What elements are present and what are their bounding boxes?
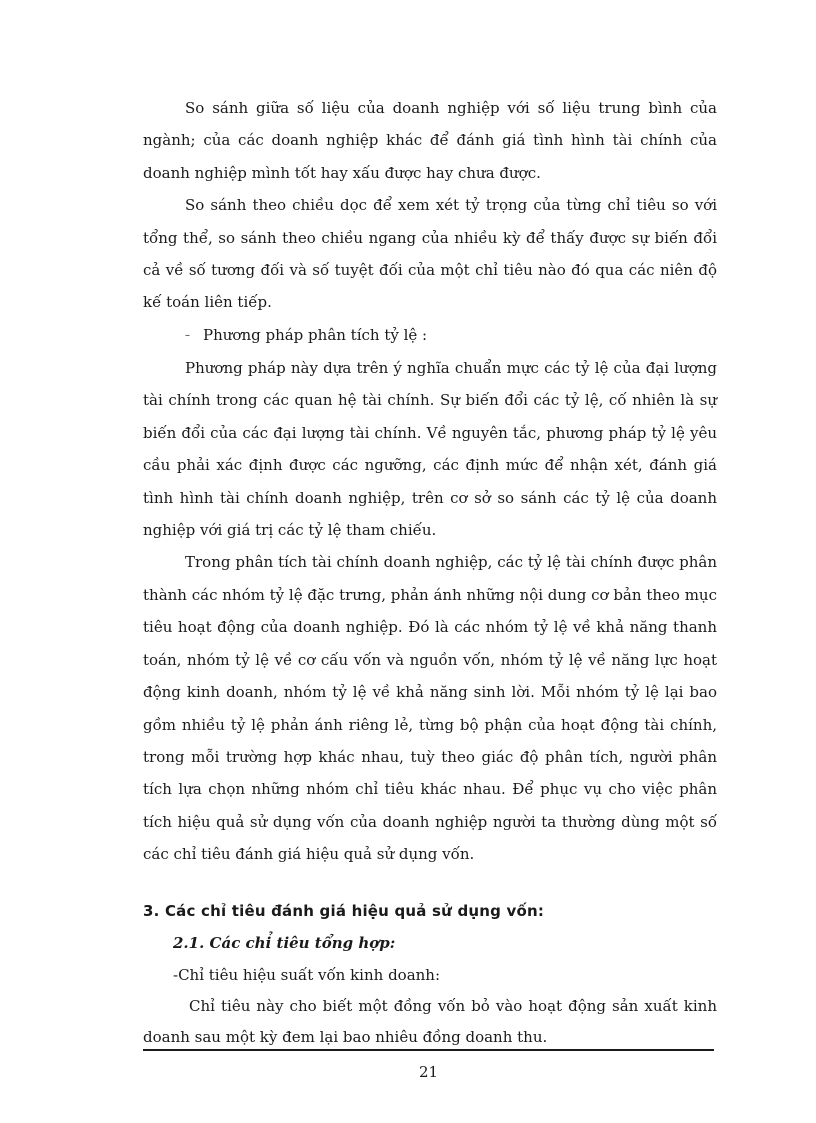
section-heading: 3. Các chỉ tiêu đánh giá hiệu quả sử dụng vốn: [143, 901, 545, 920]
page-number: 21 [418, 1063, 439, 1081]
indicator-label: -Chỉ tiêu hiệu suất vốn kinh doanh: [173, 965, 441, 984]
dash-bullet-icon: – [185, 329, 190, 341]
bullet-ratio-method-text: Phương pháp phân tích tỷ lệ : [203, 325, 428, 344]
indicator-description: Chỉ tiêu này cho biết một đồng vốn bỏ vào hoạt động sản xuất kinh doanh sau một kỳ đem lại bao nhiêu đồng doanh thu. [143, 996, 717, 1046]
paragraph-ratio-method: Phương pháp này dựa trên ý nghĩa chuẩn mực các tỷ lệ của đại lượng tài chính trong các quan hệ tài chính. Sự biến đổi các tỷ lệ, cố nhiên là sự biến đổi của các đại lượng tài chính. Về nguyên tắc, phương pháp tỷ lệ yêu cầu phải xác định được các ngưỡng, các định mức để nhận xét, đánh giá tình hình tài chính doanh nghiệp, trên cơ sở so sánh các tỷ lệ của doanh nghiệp với giá trị các tỷ lệ tham chiếu. [143, 359, 717, 540]
bullet-ratio-method [143, 319, 717, 352]
paragraph-comparison-direction: So sánh theo chiều dọc để xem xét tỷ trọng của từng chỉ tiêu so với tổng thể, so sánh theo chiều ngang của nhiều kỳ để thấy được sự biến đổi cả về số tương đối và số tuyệt đối của một chỉ tiêu nào đó qua các niên độ kế toán liên tiếp. [143, 196, 717, 312]
paragraph-ratio-groups: Trong phân tích tài chính doanh nghiệp, các tỷ lệ tài chính được phân thành các nhóm tỷ lệ đặc trưng, phản ánh những nội dung cơ bản theo mục tiêu hoạt động của doanh nghiệp. Đó là các nhóm tỷ lệ về khả năng thanh toán, nhóm tỷ lệ về cơ cấu vốn và nguồn vốn, nhóm tỷ lệ về năng lực hoạt động kinh doanh, nhóm tỷ lệ về khả năng sinh lời. Mỗi nhóm tỷ lệ lại bao gồm nhiều tỷ lệ phản ánh riêng lẻ, từng bộ phận của hoạt động tài chính, trong mỗi trường hợp khác nhau, tuỳ theo giác độ phân tích, người phân tích lựa chọn những nhóm chỉ tiêu khác nhau. Để phục vụ cho việc phân tích hiệu quả sử dụng vốn của doanh nghiệp người ta thường dùng một số các chỉ tiêu đánh giá hiệu quả sử dụng vốn. [143, 553, 717, 864]
subsection-heading: 2.1. Các chỉ tiêu tổng hợp: [173, 933, 396, 952]
page-body [143, 92, 717, 1053]
footer-divider [143, 1049, 714, 1051]
paragraph-comparison-industry: So sánh giữa số liệu của doanh nghiệp với số liệu trung bình của ngành; của các doanh nghiệp khác để đánh giá tình hình tài chính của doanh nghiệp mình tốt hay xấu được hay chưa được. [143, 99, 717, 182]
